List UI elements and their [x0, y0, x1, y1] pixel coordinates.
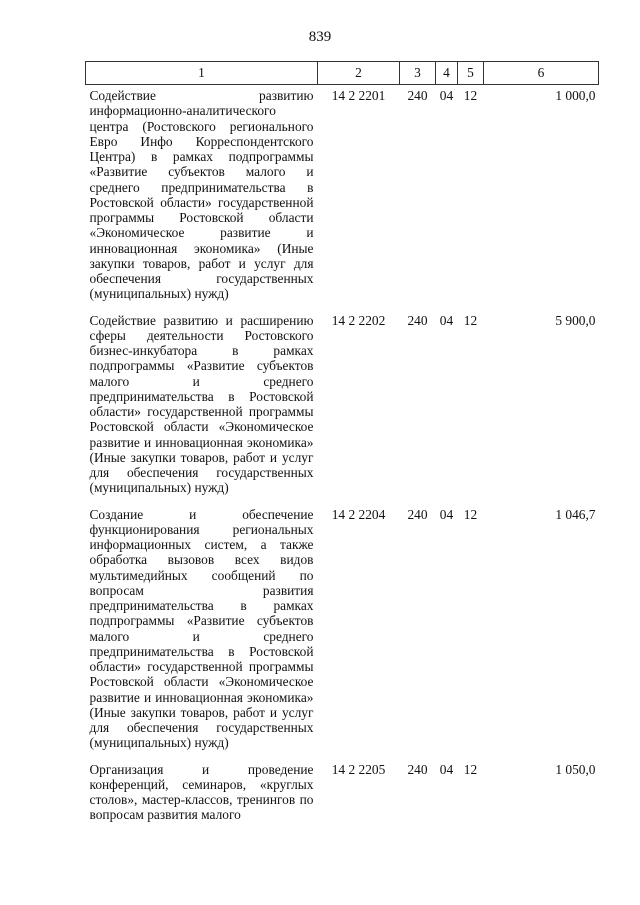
- row-target-article-code: 14 2 2205: [331, 761, 386, 777]
- row-expense-type: 240: [407, 506, 428, 522]
- row-subsection: 12: [463, 761, 478, 777]
- column-header-5: 5: [458, 62, 484, 85]
- row-amount: 5 900,0: [555, 312, 596, 328]
- row-section: 04: [439, 761, 454, 777]
- column-header-6: 6: [484, 62, 599, 85]
- row-description: Организация и проведение конференций, семинаров, «круглых столов», мастер-классов, тренингов по вопросам развития малого: [89, 761, 314, 823]
- column-header-1: 1: [86, 62, 318, 85]
- row-subsection: 12: [463, 506, 478, 522]
- budget-table: [85, 61, 599, 831]
- table-row: [86, 504, 599, 759]
- page-number: 839: [308, 29, 332, 45]
- row-target-article-code: 14 2 2204: [331, 506, 386, 522]
- row-expense-type: 240: [407, 88, 428, 103]
- row-section: 04: [439, 506, 454, 522]
- column-header-3: 3: [400, 62, 436, 85]
- row-description: Содействие развитию и расширению сферы деятельности Ростовского бизнес-инкубатора в рамках подпрограммы «Развитие субъектов малого и среднего предпринимательства в Ростовской области» государственной программы Ростовской области «Экономическое развитие и инновационная экономика» (Иные закупки товаров, работ и услуг для обеспечения государственных (муниципальных) нужд): [89, 312, 314, 496]
- row-section: 04: [439, 312, 454, 328]
- row-description: Содействие развитию информационно-аналитического центра (Ростовского регионального Евро Инфо Корреспондентского Центра) в рамках подпрограммы «Развитие субъектов малого и среднего предпринимательства в Ростовской области» государственной программы Ростовской области «Экономическое развитие и инновационная экономика» (Иные закупки товаров, работ и услуг для обеспечения государственных (муниципальных) нужд): [89, 88, 314, 302]
- column-header-2: 2: [318, 62, 400, 85]
- table-header-row: [86, 62, 599, 85]
- row-description: Создание и обеспечение функционирования региональных информационных систем, а также обработка вызовов всех видов мультимедийных сообщений по вопросам развития предпринимательства в рамках подпрограммы «Развитие субъектов малого и среднего предпринимательства в Ростовской области» государственной программы Ростовской области «Экономическое развитие и инновационная экономика» (Иные закупки товаров, работ и услуг для обеспечения государственных (муниципальных) нужд): [89, 506, 314, 751]
- table-row: [86, 759, 599, 831]
- table-row: [86, 310, 599, 504]
- row-amount: 1 050,0: [555, 761, 596, 777]
- row-target-article-code: 14 2 2201: [331, 88, 386, 103]
- column-header-4: 4: [436, 62, 458, 85]
- row-subsection: 12: [463, 312, 478, 328]
- table-row: [86, 85, 599, 310]
- row-amount: 1 046,7: [555, 506, 596, 522]
- row-amount: 1 000,0: [555, 88, 596, 103]
- row-section: 04: [439, 88, 454, 103]
- row-subsection: 12: [463, 88, 478, 103]
- row-target-article-code: 14 2 2202: [331, 312, 386, 328]
- row-expense-type: 240: [407, 761, 428, 777]
- row-expense-type: 240: [407, 312, 428, 328]
